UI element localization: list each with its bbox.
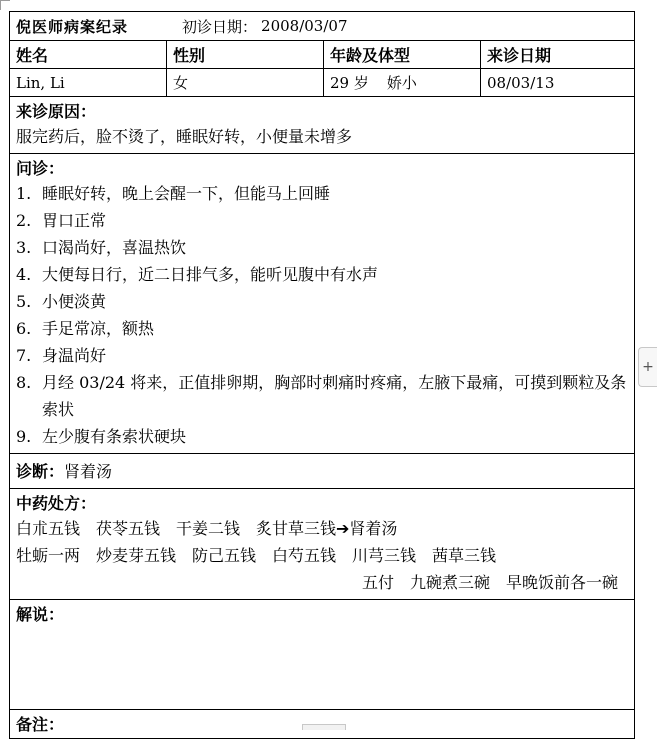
plus-icon: + (642, 359, 654, 375)
inquiry-item (16, 234, 628, 261)
patient-name: Lin, Li (10, 69, 167, 96)
column-header-sex: 性别 (167, 41, 324, 68)
inquiry-item-text: 口渴尚好，喜温热饮 (42, 238, 187, 257)
diagnosis-section (10, 454, 634, 489)
patient-info-row (10, 69, 634, 97)
inquiry-item (16, 261, 628, 288)
first-visit-date: 2008/03/07 (261, 17, 348, 35)
patient-sex: 女 (167, 69, 324, 96)
prescription-title: 中药处方： (16, 494, 97, 513)
inquiry-item (16, 423, 628, 450)
inquiry-item-text: 小便淡黄 (42, 292, 107, 311)
inquiry-item (16, 180, 628, 207)
inquiry-item-number: 4. (16, 265, 32, 284)
inquiry-item-number: 2. (16, 211, 32, 230)
inquiry-item-text: 左少腹有条索状硬块 (42, 427, 187, 446)
notes-title: 备注： (16, 715, 65, 734)
inquiry-item-number: 8. (16, 373, 32, 392)
medical-record-table (9, 11, 635, 739)
side-expand-button[interactable] (638, 347, 657, 387)
inquiry-item-number: 1. (16, 184, 32, 203)
patient-age-build (324, 69, 481, 96)
patient-header-row (10, 41, 634, 69)
patient-build: 娇小 (386, 74, 417, 92)
inquiry-item-number: 5. (16, 292, 32, 311)
inquiry-item-number: 3. (16, 238, 32, 257)
record-title-row (10, 12, 634, 41)
inquiry-title: 问诊： (16, 159, 65, 178)
inquiry-item-number: 7. (16, 346, 32, 365)
inquiry-section (10, 154, 634, 454)
inquiry-item-text: 胃口正常 (42, 211, 107, 230)
inquiry-item (16, 207, 628, 234)
inquiry-item (16, 369, 628, 423)
visit-reason-title: 来诊原因： (16, 102, 97, 121)
inquiry-item-text: 身温尚好 (42, 346, 107, 365)
inquiry-item-text: 睡眠好转，晚上会醒一下，但能马上回睡 (42, 184, 331, 203)
prescription-line-2: 牡蛎一两 炒麦芽五钱 防己五钱 白芍五钱 川芎三钱 茜草三钱 (16, 546, 497, 565)
inquiry-item (16, 315, 628, 342)
inquiry-item-number: 9. (16, 427, 32, 446)
first-visit-label: 初诊日期： (182, 17, 258, 36)
record-title: 倪医师病案纪录 (16, 17, 129, 36)
prescription-dosage-line: 五付 九碗煮三碗 早晚饭前各一碗 (361, 573, 618, 592)
patient-visit-date: 08/03/13 (487, 73, 555, 92)
prescription-section (10, 489, 634, 600)
inquiry-item (16, 288, 628, 315)
inquiry-item-text: 月经 03/24 将来，正值排卵期，胸部时刺痛时疼痛，左腋下最痛，可摸到颗粒及条索状 (42, 373, 627, 419)
diagnosis-text: 肾着汤 (64, 462, 113, 481)
inquiry-item-text: 手足常凉，额热 (42, 319, 155, 338)
inquiry-item (16, 342, 628, 369)
patient-age: 29 岁 (330, 74, 369, 92)
column-header-visit-date: 来诊日期 (487, 46, 552, 65)
page-corner-mark (0, 0, 10, 10)
inquiry-item-number: 6. (16, 319, 32, 338)
bottom-scroll-tab[interactable] (302, 724, 346, 730)
column-header-name: 姓名 (10, 41, 167, 68)
inquiry-item-text: 大便每日行，近二日排气多，能听见腹中有水声 (42, 265, 379, 284)
explanation-section (10, 600, 634, 710)
column-header-age-build: 年龄及体型 (324, 41, 481, 68)
diagnosis-title: 诊断： (16, 462, 65, 481)
visit-reason-text: 服完药后，脸不烫了，睡眠好转，小便量未增多 (16, 127, 353, 146)
visit-reason-section (10, 97, 634, 154)
prescription-line-1: 白朮五钱 茯苓五钱 干姜二钱 炙甘草三钱➔肾着汤 (16, 519, 398, 538)
inquiry-list (16, 180, 628, 450)
explanation-title: 解说： (16, 605, 65, 624)
